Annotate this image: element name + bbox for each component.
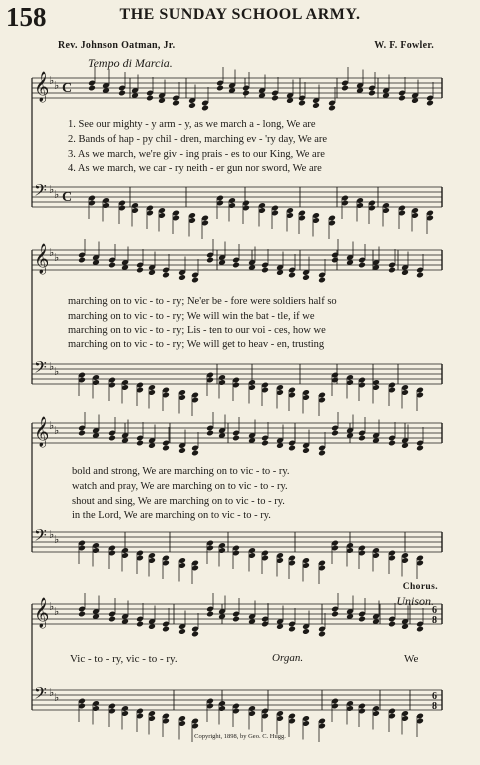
- time-signature-denominator: 8: [432, 701, 437, 712]
- flat-icon: ♭: [54, 605, 60, 618]
- note-head: [416, 272, 424, 279]
- note-head: [146, 95, 154, 102]
- note-head: [118, 90, 126, 97]
- note-head: [358, 435, 366, 442]
- lyric-line: 3. As we march, we're giv - ing prais - es to our King, We are: [68, 149, 325, 160]
- common-time-icon: C: [62, 81, 73, 96]
- note-head: [302, 274, 310, 281]
- composer-credit: W. F. Fowler.: [374, 40, 434, 51]
- note-head: [178, 447, 186, 454]
- note-head: [331, 611, 339, 618]
- note-head: [162, 445, 170, 452]
- note-head: [318, 631, 326, 638]
- time-signature-denominator: 8: [432, 615, 437, 626]
- note-head: [358, 262, 366, 269]
- note-head: [136, 621, 144, 628]
- bass-clef-icon: 𝄢: [34, 357, 47, 381]
- note-head: [398, 95, 406, 102]
- note-head: [368, 90, 376, 97]
- chorus-lyric: Vic - to - ry, vic - to - ry.: [70, 653, 178, 665]
- note-head: [261, 267, 269, 274]
- note-head: [206, 430, 214, 437]
- note-head: [108, 262, 116, 269]
- note-head: [162, 272, 170, 279]
- note-head: [108, 616, 116, 623]
- lyric-line: marching on to vic - to - ry; We will win the bat - tle, if we: [68, 311, 315, 322]
- note-head: [178, 628, 186, 635]
- treble-clef-icon: 𝄞: [34, 417, 50, 447]
- note-head: [216, 85, 224, 92]
- note-head: [358, 616, 366, 623]
- time-signature-numerator: 6: [432, 691, 437, 702]
- note-head: [78, 430, 86, 437]
- note-head: [331, 257, 339, 264]
- lyric-line: marching on to vic - to - ry; We will get to heav - en, trusting: [68, 339, 325, 350]
- note-head: [188, 102, 196, 109]
- note-head: [78, 257, 86, 264]
- lyric-line: in the Lord, We are marching on to vic - to - ry.: [72, 510, 271, 521]
- flat-icon: ♭: [54, 365, 60, 378]
- lyric-line: marching on to vic - to - ry; Ne'er be - fore were soldiers half so: [68, 296, 337, 307]
- note-head: [162, 626, 170, 633]
- page-number: 158: [6, 2, 47, 32]
- note-head: [302, 447, 310, 454]
- note-head: [232, 616, 240, 623]
- note-head: [331, 430, 339, 437]
- note-head: [172, 100, 180, 107]
- note-head: [191, 450, 199, 457]
- note-head: [78, 611, 86, 618]
- lyric-line: 2. Bands of hap - py chil - dren, marching ev - 'ry day, We are: [68, 134, 328, 145]
- note-head: [388, 621, 396, 628]
- note-head: [136, 440, 144, 447]
- note-head: [388, 267, 396, 274]
- note-head: [298, 100, 306, 107]
- flat-icon: ♭: [49, 183, 55, 196]
- flat-icon: ♭: [54, 188, 60, 201]
- note-head: [416, 445, 424, 452]
- flat-icon: ♭: [49, 360, 55, 373]
- note-head: [206, 611, 214, 618]
- chorus-lyric-pickup: We: [404, 653, 419, 665]
- lyric-line: marching on to vic - to - ry; Lis - ten to our voi - ces, how we: [68, 325, 326, 336]
- note-head: [271, 95, 279, 102]
- bass-clef-icon: 𝄢: [34, 525, 47, 549]
- note-head: [416, 626, 424, 633]
- flat-icon: ♭: [49, 686, 55, 699]
- note-head: [288, 445, 296, 452]
- note-head: [288, 272, 296, 279]
- lyric-line: shout and sing, We are marching on to vic - to - ry.: [72, 496, 285, 507]
- note-head: [302, 628, 310, 635]
- note-head: [88, 85, 96, 92]
- flat-icon: ♭: [54, 251, 60, 264]
- lyricist-credit: Rev. Johnson Oatman, Jr.: [58, 40, 176, 51]
- lyric-line: bold and strong, We are marching on to vic - to - ry.: [72, 466, 290, 477]
- flat-icon: ♭: [49, 419, 55, 432]
- flat-icon: ♭: [49, 246, 55, 259]
- treble-clef-icon: 𝄞: [34, 598, 50, 628]
- note-head: [312, 102, 320, 109]
- common-time-icon: C: [62, 190, 73, 205]
- note-head: [201, 105, 209, 112]
- unison-label: Unison.: [396, 594, 434, 608]
- organ-label: Organ.: [272, 652, 304, 664]
- note-head: [191, 631, 199, 638]
- flat-icon: ♭: [54, 424, 60, 437]
- flat-icon: ♭: [54, 533, 60, 546]
- note-head: [318, 450, 326, 457]
- flat-icon: ♭: [49, 74, 55, 87]
- lyric-line: watch and pray, We are marching on to vic - to - ry.: [72, 481, 288, 492]
- flat-icon: ♭: [49, 600, 55, 613]
- bass-clef-icon: 𝄢: [34, 683, 47, 707]
- note-head: [136, 267, 144, 274]
- note-head: [242, 90, 250, 97]
- note-head: [318, 277, 326, 284]
- bass-clef-icon: 𝄢: [34, 180, 47, 204]
- note-head: [232, 435, 240, 442]
- treble-clef-icon: 𝄞: [34, 72, 50, 102]
- treble-clef-icon: 𝄞: [34, 244, 50, 274]
- chorus-label: Chorus.: [402, 582, 438, 592]
- note-head: [288, 626, 296, 633]
- note-head: [328, 105, 336, 112]
- copyright-notice: Copyright, 1898, by Geo. C. Hugg.: [194, 733, 286, 740]
- note-head: [388, 440, 396, 447]
- hymn-title: THE SUNDAY SCHOOL ARMY.: [119, 6, 361, 23]
- note-head: [108, 435, 116, 442]
- note-head: [232, 262, 240, 269]
- note-head: [261, 440, 269, 447]
- note-head: [178, 274, 186, 281]
- flat-icon: ♭: [49, 528, 55, 541]
- note-head: [426, 100, 434, 107]
- time-signature-numerator: 6: [432, 605, 437, 616]
- flat-icon: ♭: [54, 79, 60, 92]
- flat-icon: ♭: [54, 691, 60, 704]
- lyric-line: 4. As we march, we car - ry neith - er gun nor sword, We are: [68, 163, 322, 174]
- note-head: [341, 85, 349, 92]
- note-head: [191, 277, 199, 284]
- tempo-marking: Tempo di Marcia.: [88, 56, 173, 70]
- note-head: [206, 257, 214, 264]
- lyric-line: 1. See our mighty - y arm - y, as we march a - long, We are: [68, 119, 316, 130]
